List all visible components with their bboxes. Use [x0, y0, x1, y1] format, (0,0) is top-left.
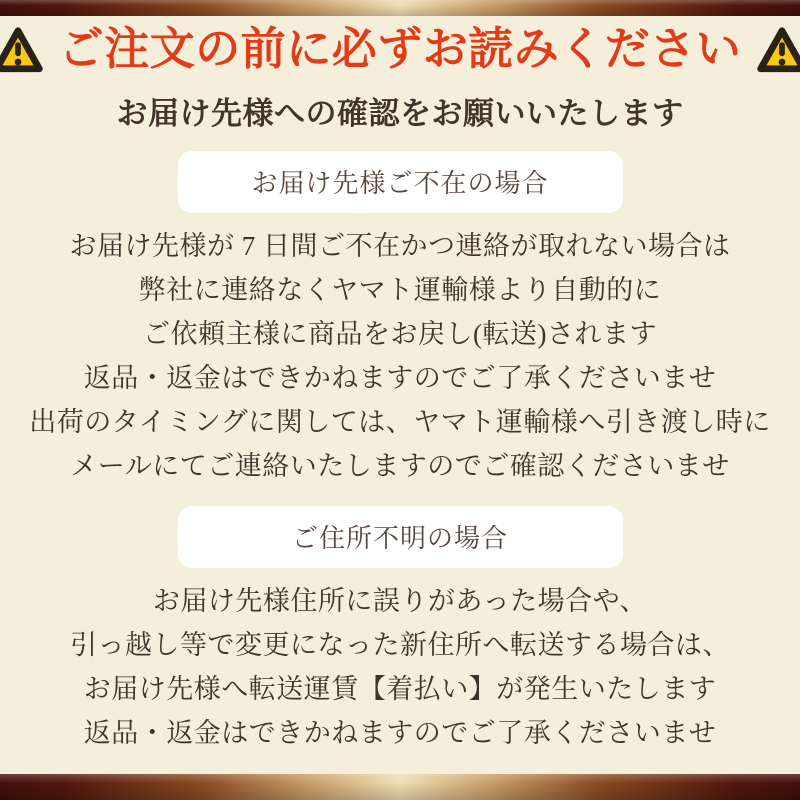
page-subtitle: お届け先様への確認をお願いいたします: [116, 95, 684, 131]
section-address-unknown: [0, 506, 800, 755]
section-heading: ご住所不明の場合: [291, 524, 508, 554]
warning-triangle-icon: [756, 25, 800, 75]
body-line: メールにてご連絡いたしますのでご確認くださいませ: [70, 450, 730, 481]
section-recipient-absent: [0, 151, 800, 488]
title-row: [0, 24, 800, 76]
body-line: 出荷のタイミングに関しては、ヤマト運輸様へ引き渡し時に: [29, 406, 771, 437]
body-line: ご依頼主様に商品をお戻し(転送)されます: [143, 318, 657, 349]
section-heading: お届け先様ご不在の場合: [251, 169, 549, 199]
body-line: お届け先様が 7 日間ご不在かつ連絡が取れない場合は: [69, 230, 731, 261]
section-heading-box: [178, 506, 623, 568]
body-line: 返品・返金はできかねますのでご了承くださいませ: [83, 717, 717, 748]
body-line: お届け先様へ転送運賃【着払い】が発生いたします: [83, 673, 717, 704]
page-title: ご注文の前に必ずお読みください: [58, 24, 742, 74]
body-line: 返品・返金はできかねますのでご了承くださいませ: [83, 362, 717, 393]
section-body: [0, 224, 800, 488]
section-heading-box: [178, 151, 623, 213]
section-body: [0, 579, 800, 755]
body-line: お届け先様住所に誤りがあった場合や、: [152, 585, 648, 616]
body-line: 引っ越し等で変更になった新住所へ転送する場合は、: [70, 629, 730, 660]
body-line: 弊社に連絡なくヤマト運輸様より自動的に: [138, 274, 662, 305]
bottom-decorative-bar: [0, 774, 800, 800]
warning-triangle-icon: [0, 25, 44, 75]
top-decorative-bar: [0, 0, 800, 16]
